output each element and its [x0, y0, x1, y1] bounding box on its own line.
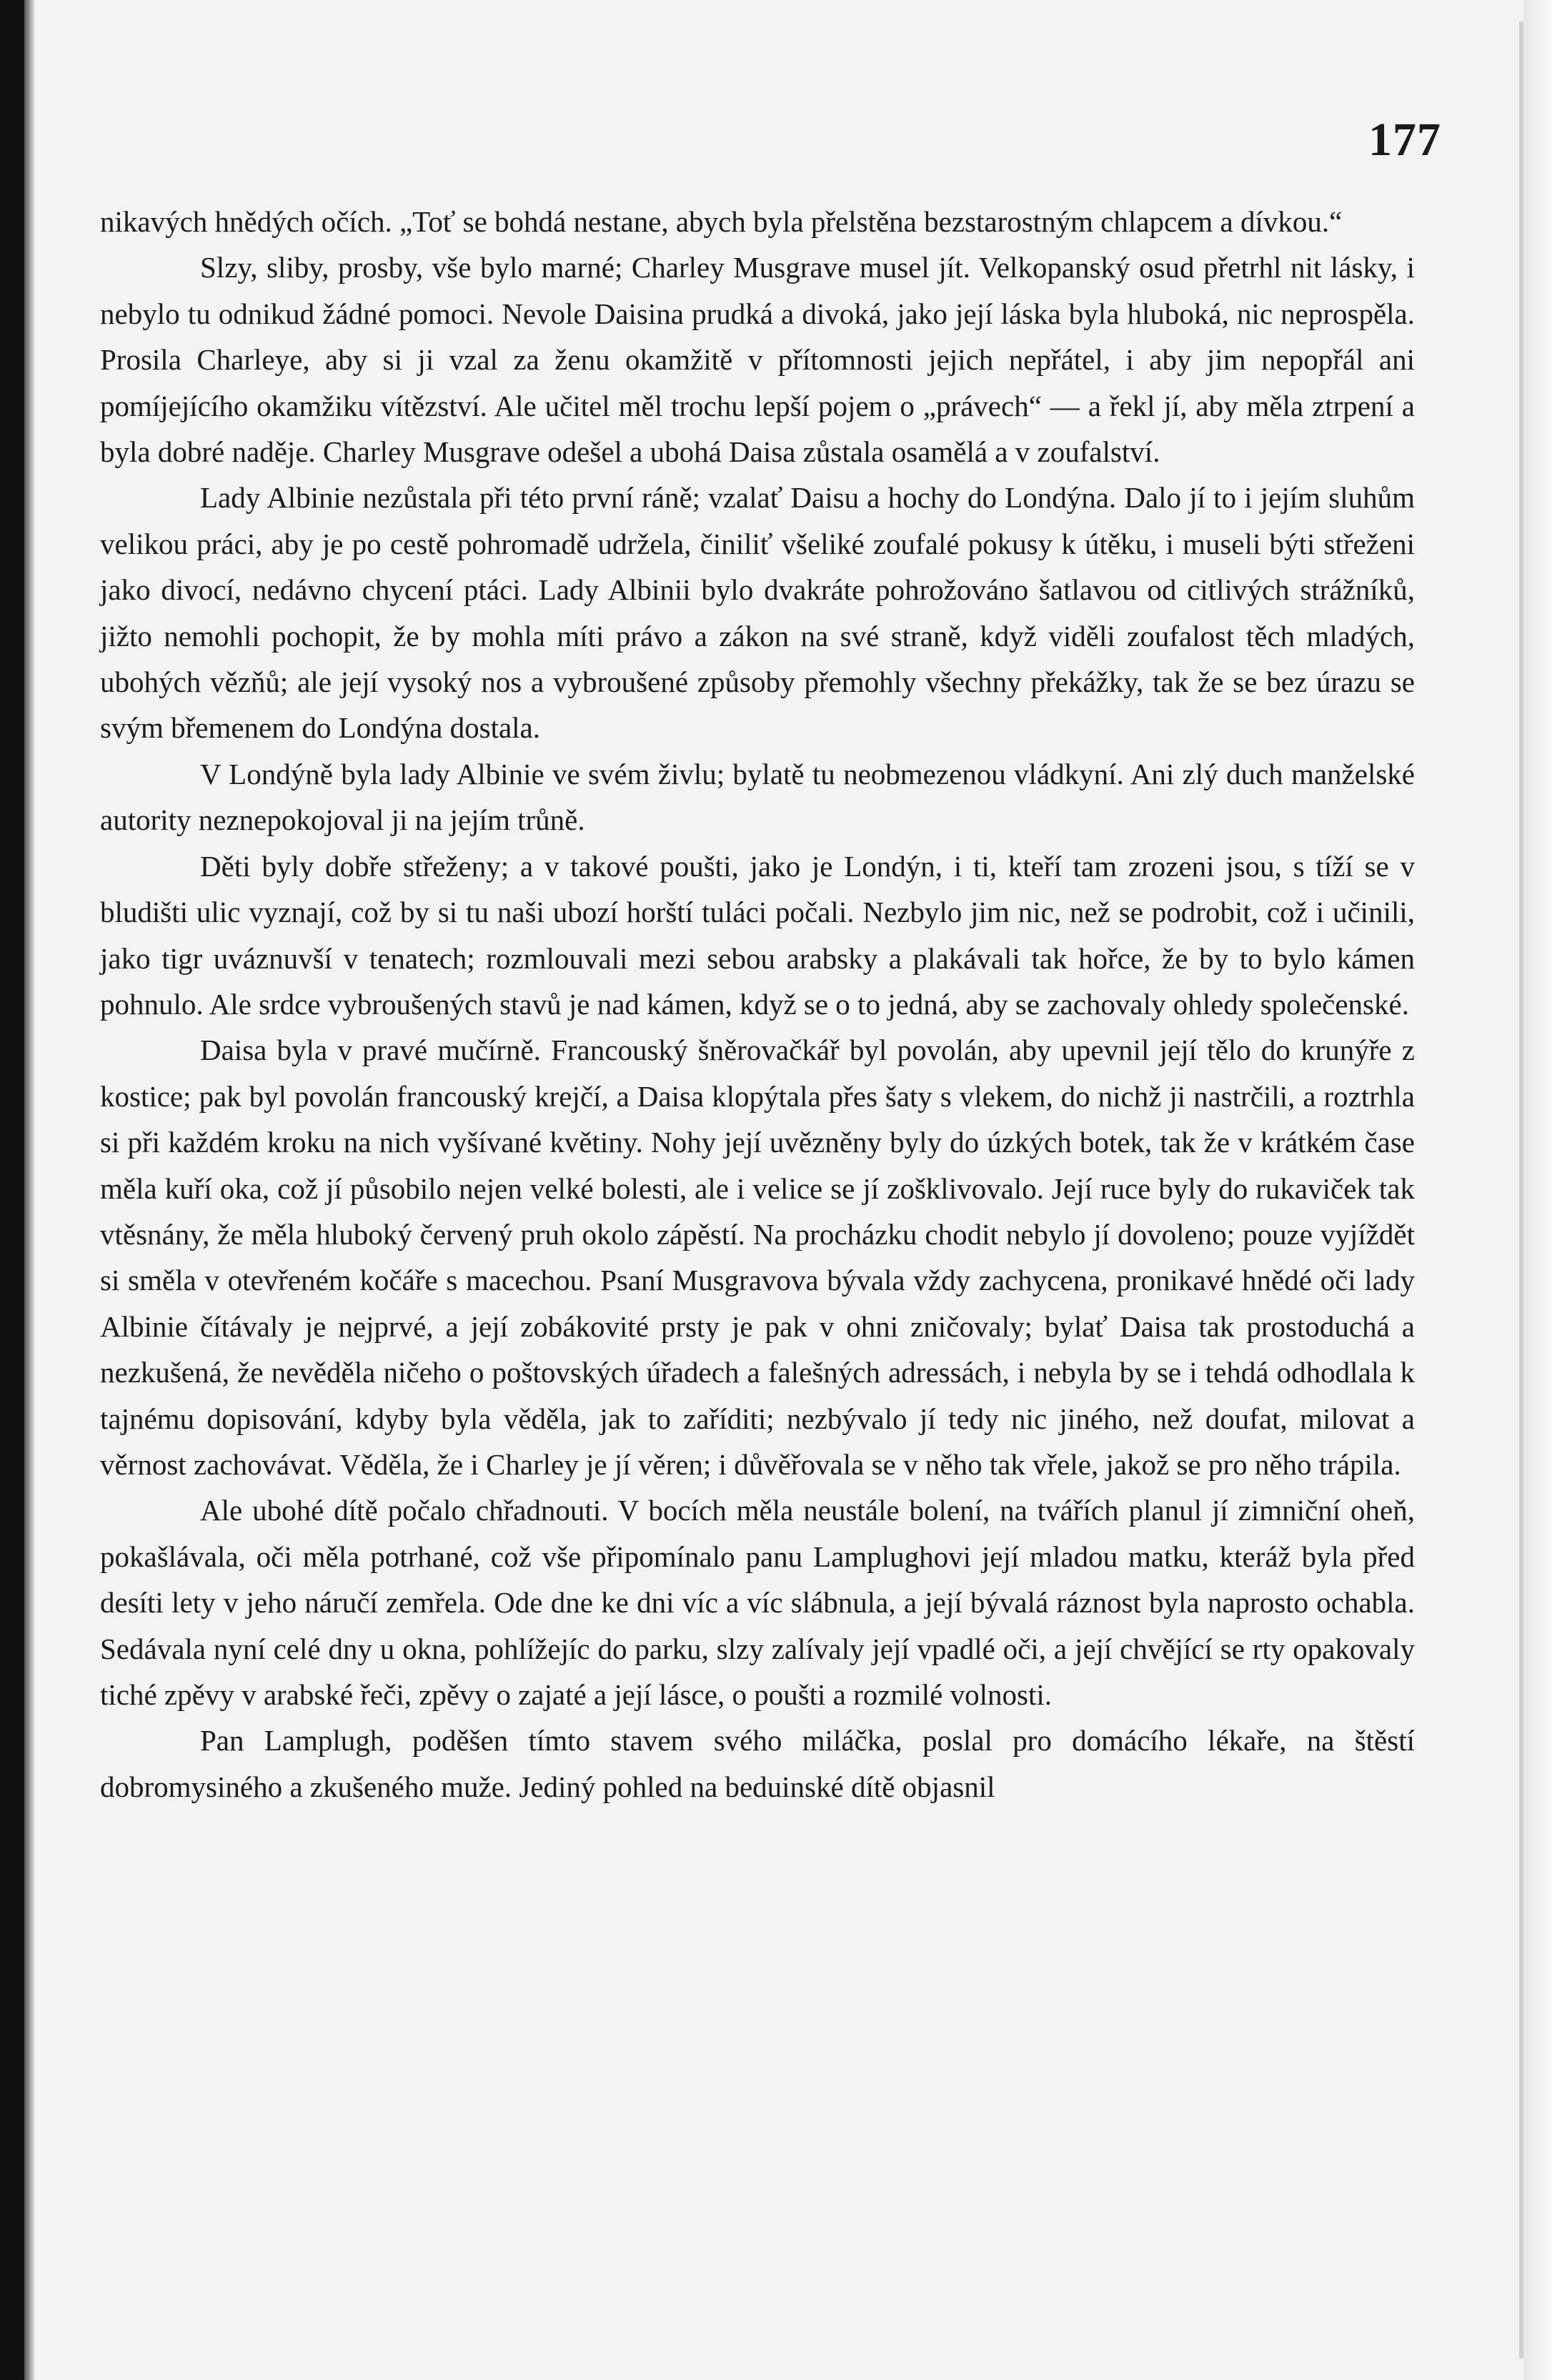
page-right-margin	[1523, 0, 1552, 2380]
paragraph-6: Daisa byla v pravé mučírně. Francouský šněrovačkář byl povolán, aby upevnil její tělo do krunýře z kostice; pak byl povolán francouský krejčí, a Daisa klopýtala přes šaty s vlekem, do nichž ji nastrčili, a roztrhla si při každém kroku na nich vyšívané květiny. Nohy její uvězněny byly do úzkých botek, tak že v krátkém čase měla kuří oka, což jí působilo nejen velké bolesti, ale i velice se jí zošklivovalo. Její ruce byly do rukaviček tak vtěsnány, že měla hluboký červený pruh okolo zápěstí. Na procházku chodit nebylo jí dovoleno; pouze vyjíždět si směla v otevřeném kočáře s macechou. Psaní Musgravova bývala vždy zachycena, pronikavé hnědé oči lady Albinie čítávaly je nejprvé, a její zobákovité prsty je pak v ohni zničovaly; bylať Daisa tak prostoduchá a nezkušená, že nevěděla ničeho o poštovských úřadech a falešných adressách, i nebyla by se i tehdá odhodlala k tajnému dopisování, kdyby byla věděla, jak to zaříditi; nezbývalo jí tedy nic jiného, než doufat, milovat a věrnost zachovávat. Věděla, že i Charley je jí věren; i důvěřovala se v něho tak vřele, jakož se pro něho trápila.	[100, 1033, 1415, 1481]
book-spine-shadow	[0, 0, 24, 2380]
spine-gradient	[24, 0, 34, 2380]
paragraph-8: Pan Lamplugh, poděšen tímto stavem svého miláčka, poslal pro domácího lékaře, na štěstí dobromysiného a zkušeného muže. Jediný pohled na beduinské dítě objasnil	[100, 1724, 1415, 1803]
paragraph-4: V Londýně byla lady Albinie ve svém živlu; bylatě tu neobmezenou vládkyní. Ani zlý duch manželské autority neznepokojoval ji na jejím trůně.	[100, 757, 1415, 837]
paragraph-3: Lady Albinie nezůstala při této první ráně; vzalať Daisu a hochy do Londýna. Dalo jí to i jejím sluhům velikou práci, aby je po cestě pohromadě udržela, činiliť všeliké zoufalé pokusy k útěku, i museli býti střeženi jako divocí, nedávno chycení ptáci. Lady Albinii bylo dvakráte pohrožováno šatlavou od citlivých strážníků, jižto nemohli pochopit, že by mohla míti právo a zákon na své straně, když viděli zoufalost těch mladých, ubohých vězňů; ale její vysoký nos a vybroušené způsoby přemohly všechny překážky, tak že se bez úrazu se svým břemenem do Londýna dostala.	[100, 481, 1415, 745]
body-text	[100, 199, 1415, 1810]
paragraph-2: Slzy, sliby, prosby, vše bylo marné; Charley Musgrave musel jít. Velkopanský osud přetrhl nit lásky, i nebylo tu odnikud žádné pomoci. Nevole Daisina prudká a divoká, jako její láska byla hluboká, nic neprospěla. Prosila Charleye, aby si ji vzal za ženu okamžitě v přítomnosti jejich nepřátel, i aby jim nepopřál ani pomíjejícího okamžiku vítězství. Ale učitel měl trochu lepší pojem o „právech“ — a řekl jí, aby měla ztrpení a byla dobré naděje. Charley Musgrave odešel a ubohá Daisa zůstala osamělá a v zoufalství.	[100, 251, 1415, 469]
paragraph-7: Ale ubohé dítě počalo chřadnouti. V bocích měla neustále bolení, na tvářích planul jí zimniční oheň, pokašlávala, oči měla potrhané, což vše připomínalo panu Lamplughovi její mladou matku, kteráž byla před desíti lety v jeho náručí zemřela. Ode dne ke dni víc a víc slábnula, a její bývalá ráznost byla naprosto ochabla. Sedávala nyní celé dny u okna, pohlížejíc do parku, slzy zalívaly její vpadlé oči, a její chvějící se rty opakovaly tiché zpěvy v arabské řeči, zpěvy o zajaté a její lásce, o poušti a rozmilé volnosti.	[100, 1494, 1415, 1711]
paragraph-5: Děti byly dobře střeženy; a v takové poušti, jako je Londýn, i ti, kteří tam zrozeni jsou, s tíží se v bludišti ulic vyznají, což by si tu naši ubozí horští tuláci počali. Nezbylo jim nic, než se podrobit, což i učinili, jako tigr uváznuvší v tenatech; rozmlouvali mezi sebou arabsky a plakávali tak hořce, že by to bylo kámen pohnulo. Ale srdce vybroušených stavů je nad kámen, když se o to jedná, aby se zachovaly ohledy společenské.	[100, 849, 1415, 1021]
paragraph-1: nikavých hnědých očích. „Toť se bohdá nestane, abych byla přelstěna bezstarostným chlapcem a dívkou.“	[100, 205, 1343, 238]
page-number: 177	[1368, 114, 1441, 166]
